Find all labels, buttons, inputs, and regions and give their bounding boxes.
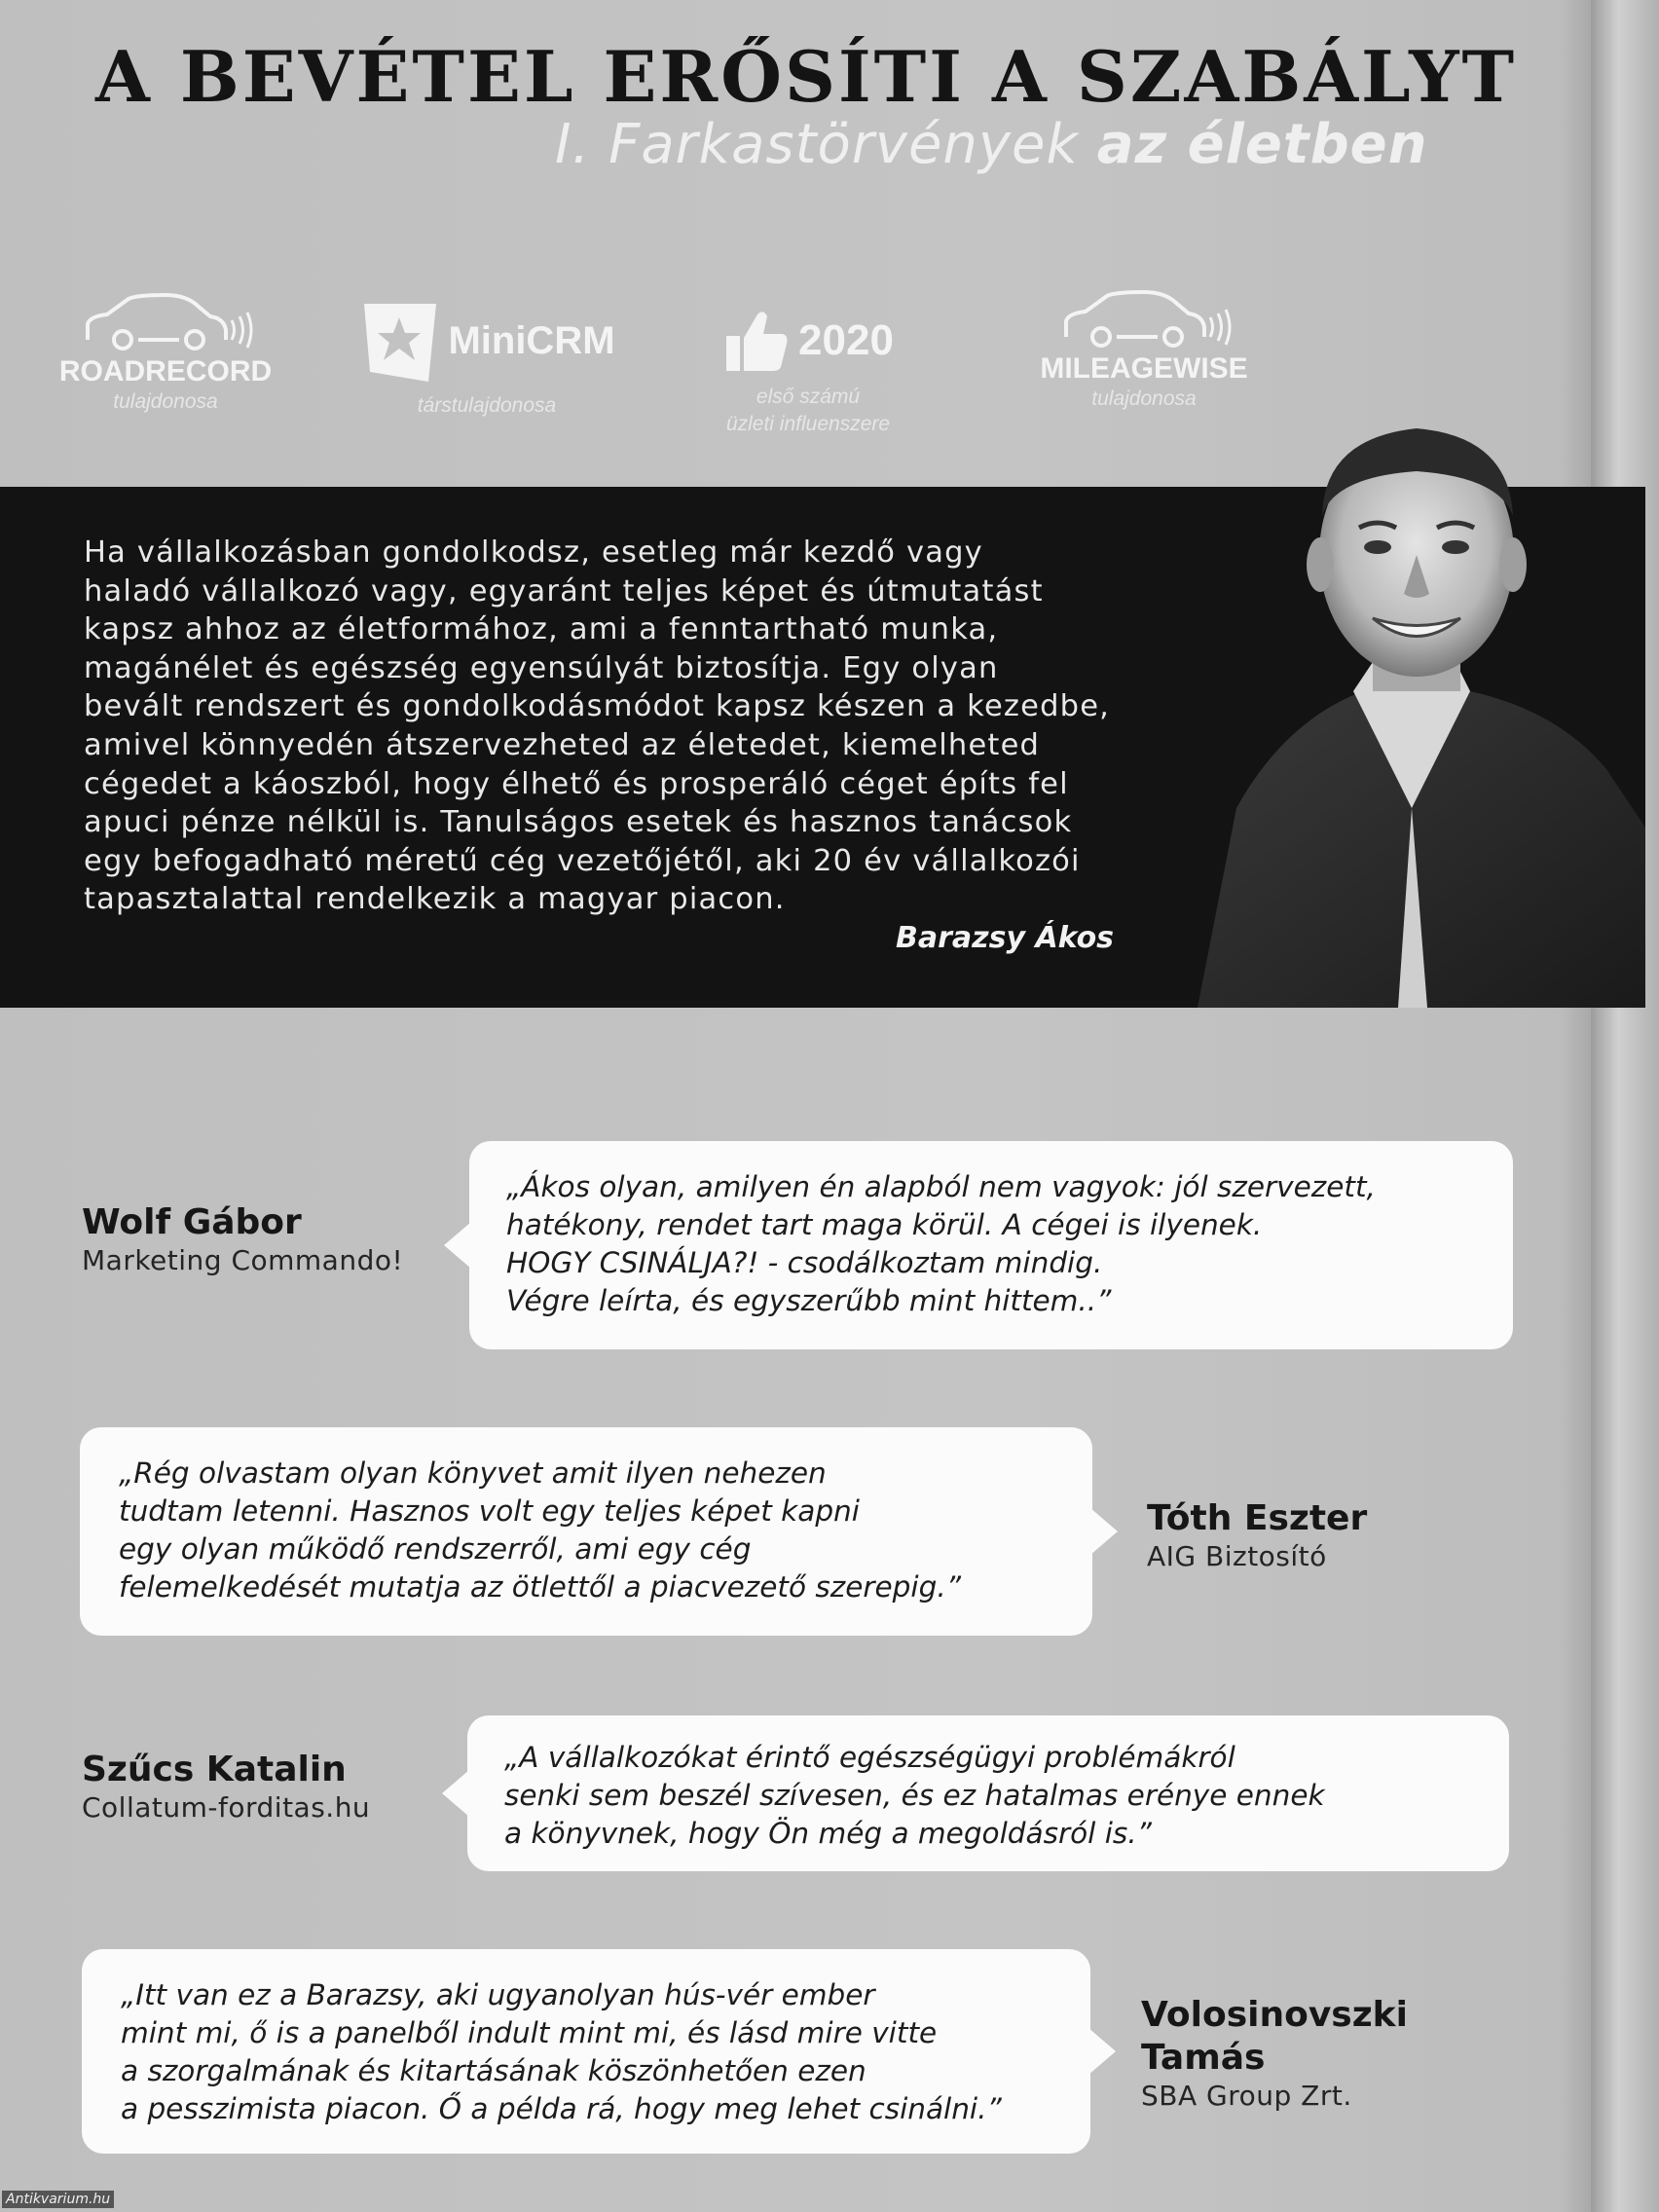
testimonial-person-2 — [1147, 1497, 1367, 1573]
person-organization: AIG Biztosító — [1147, 1540, 1327, 1572]
author-portrait — [1178, 399, 1645, 1008]
testimonial-line: a pesszimista piacon. Ő a példa rá, hogy meg lehet csinálni.” — [121, 2092, 1002, 2125]
person-name-line-1: Volosinovszki — [1141, 1995, 1408, 2035]
logo-brand: ROADRECORD — [58, 355, 273, 387]
logo-brand: MiniCRM — [448, 318, 615, 362]
car-icon — [78, 291, 253, 351]
page-title: A BEVÉTEL ERŐSÍTI A SZABÁLYT — [95, 35, 1518, 118]
car-icon — [1056, 288, 1232, 349]
main-quote-line: Ha vállalkozásban gondolkodsz, esetleg már kezdő vagy — [84, 535, 983, 570]
testimonial-line: mint mi, ő is a panelből indult mint mi, és lásd mire vitte — [121, 2016, 938, 2049]
main-quote-line: tapasztalattal rendelkezik a magyar piacon. — [84, 882, 786, 917]
logo-brand: MILEAGEWISE — [1040, 352, 1248, 385]
logo-influencer-2020 — [682, 302, 935, 438]
logo-mileagewise — [1013, 284, 1275, 413]
subtitle-emphasis: az életben — [1096, 113, 1428, 176]
page-subtitle — [555, 113, 1428, 176]
testimonial-bubble-4 — [82, 1949, 1090, 2154]
testimonial-line: felemelkedését mutatja az ötlettől a piacvezető szerepig.” — [119, 1570, 961, 1604]
person-name: Tóth Eszter — [1147, 1498, 1368, 1538]
testimonial-line: HOGY CSINÁLJA?! - csodálkoztam mindig. — [506, 1246, 1103, 1279]
thumbs-up-icon — [722, 307, 791, 375]
subtitle-series: I. Farkastörvények — [555, 113, 1079, 176]
testimonial-bubble-3 — [467, 1715, 1509, 1871]
testimonial-line: „Ákos olyan, amilyen én alapból nem vagyok: jól szervezett, — [506, 1170, 1376, 1203]
logo-caption-line-1: első számú — [756, 386, 861, 408]
testimonial-line: „Rég olvastam olyan könyvet amit ilyen nehezen — [119, 1456, 827, 1490]
testimonial-person-4 — [1141, 1994, 1408, 2113]
watermark: Antikvarium.hu — [2, 2191, 114, 2208]
main-quote-line: apuci pénze nélkül is. Tanulságos esetek és hasznos tanácsok — [84, 805, 1073, 840]
main-quote — [84, 534, 1145, 919]
person-name-line-2: Tamás — [1141, 2038, 1266, 2078]
testimonial-line: tudtam letenni. Hasznos volt egy teljes képet kapni — [119, 1494, 860, 1528]
testimonial-line: hatékony, rendet tart maga körül. A cégei is ilyenek. — [506, 1208, 1263, 1241]
logo-caption: tulajdonosa — [113, 390, 218, 413]
main-quote-line: cégedet a káoszból, hogy élhető és prosperáló céget építs fel — [84, 766, 1069, 801]
logo-brand: 2020 — [798, 316, 894, 364]
person-organization: Marketing Commando! — [82, 1244, 404, 1276]
testimonial-person-1 — [82, 1201, 403, 1277]
main-quote-line: haladó vállalkozó vagy, egyaránt teljes képet és útmutatást — [84, 573, 1044, 608]
main-quote-line: magánélet és egészség egyensúlyát biztosítja. Egy olyan — [84, 650, 999, 685]
main-quote-line: egy befogadható méretű cég vezetőjétől, aki 20 év vállalkozói — [84, 843, 1081, 878]
testimonial-line: senki sem beszél szívesen, és ez hatalmas erénye ennek — [504, 1779, 1325, 1812]
main-quote-line: kapsz ahhoz az életformához, ami a fenntartható munka, — [84, 612, 999, 647]
testimonial-bubble-2 — [80, 1427, 1092, 1636]
logo-roadrecord — [39, 287, 292, 416]
logo-caption: társtulajdonosa — [417, 394, 557, 417]
person-organization: SBA Group Zrt. — [1141, 2080, 1352, 2112]
testimonial-person-3 — [82, 1749, 370, 1825]
main-quote-line: bevált rendszert és gondolkodásmódot kapsz készen a kezedbe, — [84, 689, 1111, 724]
logo-caption: tulajdonosa — [1091, 387, 1197, 410]
person-name: Szűcs Katalin — [82, 1750, 347, 1789]
testimonial-line: a könyvnek, hogy Ön még a megoldásról is.” — [504, 1817, 1152, 1850]
minicrm-star-icon — [358, 300, 440, 382]
person-organization: Collatum-forditas.hu — [82, 1791, 371, 1824]
logo-minicrm — [350, 297, 623, 420]
testimonial-line: egy olyan működő rendszerről, ami egy cég — [119, 1532, 752, 1566]
logo-caption-line-2: üzleti influenszere — [725, 413, 891, 435]
testimonial-line: „Itt van ez a Barazsy, aki ugyanolyan hús-vér ember — [121, 1978, 875, 2011]
main-quote-author: Barazsy Ákos — [896, 921, 1115, 955]
testimonial-bubble-1 — [469, 1141, 1513, 1349]
main-quote-line: amivel könnyedén átszervezheted az életedet, kiemelheted — [84, 727, 1041, 762]
testimonial-line: „A vállalkozókat érintő egészségügyi problémákról — [504, 1741, 1235, 1774]
testimonial-line: a szorgalmának és kitartásának köszönhetően ezen — [121, 2054, 866, 2087]
person-name: Wolf Gábor — [82, 1202, 302, 1242]
testimonial-line: Végre leírta, és egyszerűbb mint hittem..” — [506, 1284, 1112, 1317]
book-spine-edge — [1591, 0, 1659, 2212]
